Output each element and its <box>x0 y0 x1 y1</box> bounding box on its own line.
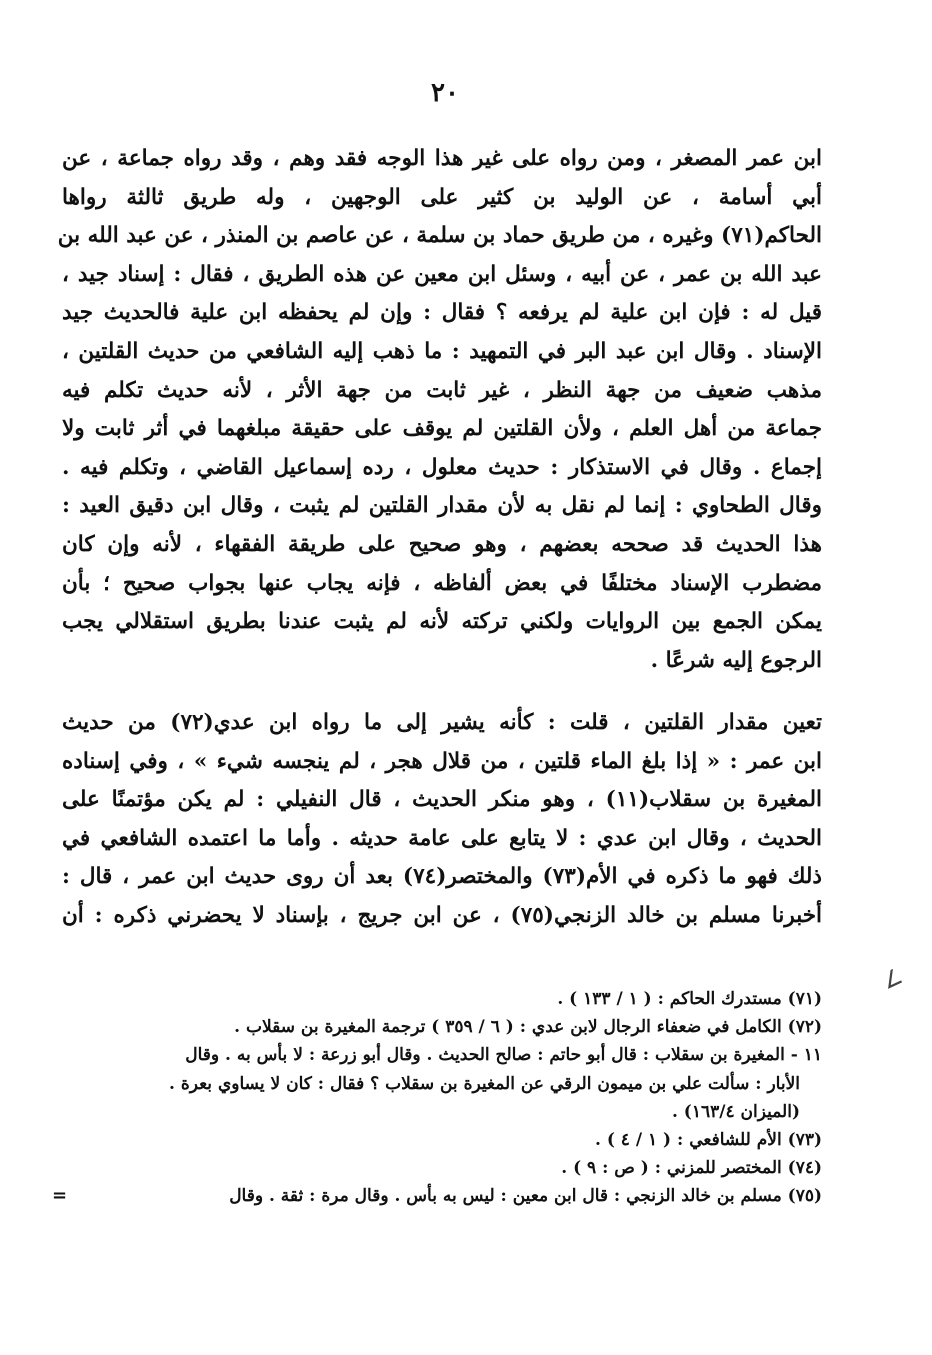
text-line: ذلك فهو ما ذكره في الأم(٧٣) والمختصر(٧٤) بعد أن روى حديث ابن عمر ، قال : <box>62 864 822 890</box>
continuation-symbol: = <box>52 1185 68 1207</box>
text-line: تعين مقدار القلتين ، قلت : كأنه يشير إلى ما رواه ابن عدي(٧٢) من حديث <box>62 710 822 735</box>
footnote-continuation: (الميزان ١٦٣/٤) . <box>671 1101 800 1122</box>
footnote: (٧٢) الكامل في ضعفاء الرجال لابن عدي : ( ٦ / ٣٥٩ ) ترجمة المغيرة بن سقلاب . <box>234 1017 822 1038</box>
footnote: (٧١) مستدرك الحاكم : ( ١ / ١٣٣ ) . <box>557 989 822 1009</box>
footnote: (٧٤) المختصر للمزني : ( ص : ٩ ) . <box>561 1158 822 1179</box>
text-line: الإسناد . وقال ابن عبد البر في التمهيد : ما ذهب إليه الشافعي من حديث القلتين ، <box>62 338 822 364</box>
text-line: مضطرب الإسناد مختلفًا في بعض ألفاظه ، فإنه يجاب عنها بجواب صحيح ؛ بأن <box>62 570 822 596</box>
text-line: إجماع . وقال في الاستذكار : حديث معلول ، رده إسماعيل القاضي ، وتكلم فيه . <box>62 454 822 480</box>
text-line: الحاكم(٧١) وغيره ، من طريق حماد بن سلمة ، عن عاصم بن المنذر ، عن عبد الله بن <box>57 223 822 249</box>
text-line: ابن عمر : « إذا بلغ الماء قلتين ، من قلال هجر ، لم ينجسه شيء » ، وفي إسناده <box>62 748 822 774</box>
footnote <box>52 1182 822 1210</box>
text-line: عبد الله بن عمر ، عن أبيه ، وسئل ابن معين عن هذه الطريق ، فقال : إسناد جيد ، <box>62 261 822 287</box>
text-line: وقال الطحاوي : إنما لم نقل به لأن مقدار القلتين لم يثبت ، وقال ابن دقيق العيد : <box>62 493 822 519</box>
footnote: (٧٣) الأم للشافعي : ( ١ / ٤ ) . <box>594 1130 822 1151</box>
text-line: ابن عمر المصغر ، ومن رواه على غير هذا الوجه فقد وهم ، وقد رواه جماعة ، عن <box>62 146 822 171</box>
text-line: جماعة من أهل العلم ، ولأن القلتين لم يوقف على حقيقة مبلغهما في أثر ثابت ولا <box>62 416 822 442</box>
footnote: ١١ - المغيرة بن سقلاب : قال أبو حاتم : صالح الحديث . وقال أبو زرعة : لا بأس به . وقال <box>185 1045 822 1066</box>
footnotes <box>52 985 822 1211</box>
margin-mark: ∠ <box>878 964 907 996</box>
footnote-continuation: الأبار : سألت علي بن ميمون الرقي عن المغيرة بن سقلاب ؟ فقال : كان لا يساوي بعرة . <box>168 1073 800 1094</box>
text-line: الرجوع إليه شرعًا . <box>650 647 822 673</box>
text-line: المغيرة بن سقلاب(١١) ، وهو منكر الحديث ، قال النفيلي : لم يكن مؤتمنًا على <box>62 787 822 813</box>
page-number: ٢٠ <box>431 78 459 108</box>
paragraph-1 <box>57 140 822 680</box>
footnote-text: (٧٥) مسلم بن خالد الزنجي : قال ابن معين : ليس به بأس . وقال مرة : ثقة . وقال <box>229 1186 822 1207</box>
text-line: هذا الحديث قد صححه بعضهم ، وهو صحيح على طريقة الفقهاء ، لأنه وإن كان <box>62 531 822 557</box>
text-line: الحديث ، وقال ابن عدي : لا يتابع على عامة حديثه . وأما ما اعتمده الشافعي في <box>62 825 822 851</box>
text-line: مذهب ضعيف من جهة النظر ، غير ثابت من جهة الأثر ، لأنه حديث تكلم فيه <box>62 377 822 403</box>
text-line: يمكن الجمع بين الروايات ولكني تركته لأنه لم يثبت عندنا بطريق استقلالي يجب <box>62 609 822 635</box>
text-line: أخبرنا مسلم بن خالد الزنجي(٧٥) ، عن ابن جريج ، بإسناد لا يحضرني ذكره : أن <box>62 902 822 928</box>
text-line: قيل له : فإن ابن علية لم يرفعه ؟ فقال : وإن لم يحفظه ابن علية فالحديث جيد <box>62 300 822 326</box>
paragraph-2 <box>62 704 822 936</box>
text-line: أبي أسامة ، عن الوليد بن كثير على الوجهين ، وله طريق ثالثة رواها <box>62 184 822 210</box>
